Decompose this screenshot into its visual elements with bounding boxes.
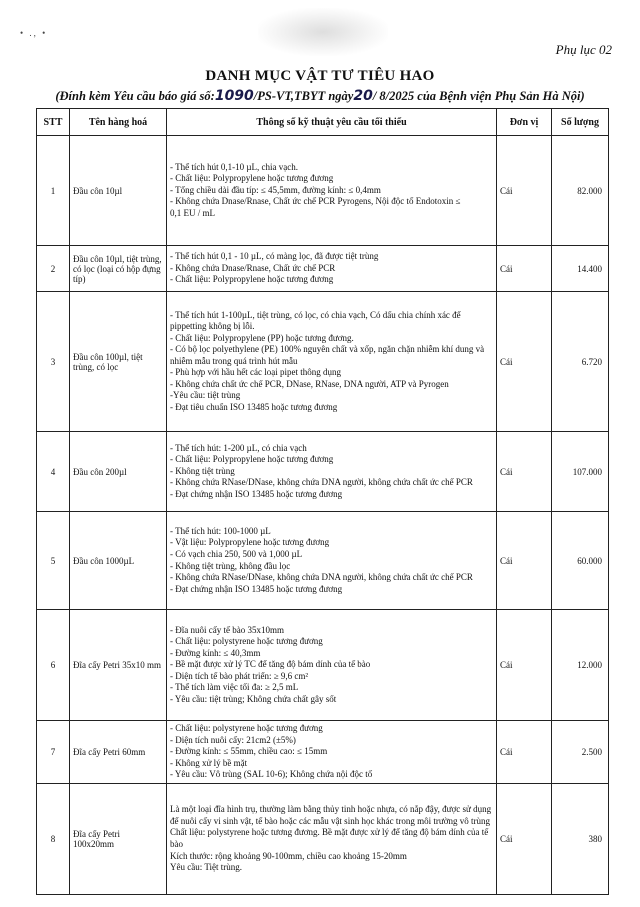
cell-name: Đầu côn 10µl, tiệt trùng, có lọc (loại có hộp đựng típ) [70, 246, 167, 292]
spec-line: - Đường kính: ≤ 40,3mm [170, 647, 261, 658]
spec-line: - Không chứa RNase/DNase, không chứa DNA người, không chứa chất ức chế PCR [170, 572, 473, 583]
cell-qty: 14.400 [552, 246, 609, 292]
table-row [37, 136, 609, 246]
spec-line: - Vật liệu: Polypropylene hoặc tương đương [170, 537, 330, 548]
spec-line: - Có bộ lọc polyethylene (PE) 100% nguyên chất và xốp, ngăn chặn nhiễm khí dung và nhiễm mẫu trong quá trình hút mẫu [170, 344, 485, 366]
spec-line: - Đạt chứng nhận ISO 13485 hoặc tương đương [170, 488, 343, 499]
cell-spec [167, 721, 497, 784]
spec-line: - Chất liệu: polystyrene hoặc tương đương [170, 636, 323, 647]
document-title: DANH MỤC VẬT TƯ TIÊU HAO [205, 68, 435, 84]
cell-qty: 107.000 [552, 432, 609, 512]
table-row [37, 512, 609, 610]
cell-unit: Cái [497, 246, 552, 292]
cell-stt: 2 [37, 246, 70, 292]
spec-line: - Phù hợp với hầu hết các loại pipet thông dụng [170, 367, 341, 378]
spec-line: Yêu cầu: Tiệt trùng. [170, 862, 242, 873]
spec-line: - Chất liệu: Polypropylene hoặc tương đương [170, 173, 334, 184]
spec-line: - Đường kính: ≤ 55mm, chiều cao: ≤ 15mm [170, 746, 328, 757]
cell-spec [167, 432, 497, 512]
spec-line: - Thể tích hút 1-100µL, tiệt trùng, có lọc, có chia vạch, Có dấu chia chính xác để pippetting không bị lỗi. [170, 309, 461, 332]
cell-unit: Cái [497, 432, 552, 512]
cell-name: Đầu côn 100µl, tiệt trùng, có lọc [70, 292, 167, 432]
cell-spec [167, 784, 497, 895]
table-body [37, 136, 609, 895]
header-qty: Số lượng [552, 109, 609, 136]
table-row [37, 721, 609, 784]
handwritten-doc-number: 1090 [214, 88, 254, 104]
spec-line: - Không chứa Dnase/Rnase, Chất ức chế PCR Pyrogens, Nội độc tố Endotoxin ≤ [170, 196, 461, 207]
cell-stt: 1 [37, 136, 70, 246]
cell-unit: Cái [497, 512, 552, 610]
cell-stt: 6 [37, 610, 70, 721]
spec-line: - Thể tích làm việc tối đa: ≥ 2,5 mL [170, 682, 299, 693]
table-row [37, 432, 609, 512]
cell-spec [167, 136, 497, 246]
spec-line: - Chất liệu: Polypropylene hoặc tương đương [170, 274, 334, 285]
cell-qty: 60.000 [552, 512, 609, 610]
cell-stt: 5 [37, 512, 70, 610]
spec-line: - Không chứa Dnase/Rnase, Chất ức chế PCR [170, 262, 336, 273]
cell-stt: 4 [37, 432, 70, 512]
cell-qty: 6.720 [552, 292, 609, 432]
cell-spec [167, 292, 497, 432]
spec-line: - Đạt tiêu chuẩn ISO 13485 hoặc tương đương [170, 401, 338, 412]
cell-qty: 2.500 [552, 721, 609, 784]
spec-line: - Đĩa nuôi cấy tế bào 35x10mm [170, 624, 284, 635]
spec-line: - Diện tích nuôi cấy: 21cm2 (±5%) [170, 734, 296, 745]
spec-line: - Diện tích tế bào phát triển: ≥ 9,6 cm² [170, 670, 309, 681]
header-spec: Thông số kỹ thuật yêu cầu tối thiểu [167, 109, 497, 136]
subtitle-prefix: (Đính kèm Yêu cầu báo giá số: [55, 89, 215, 103]
faded-stamp [258, 8, 388, 56]
spec-line: Kích thước: rộng khoảng 90-100mm, chiều cao khoảng 15-20mm [170, 850, 407, 861]
spec-line: -Yêu cầu: tiệt trùng [170, 390, 241, 401]
spec-line: - Thể tích hút 0,1-10 µL, chia vạch. [170, 161, 298, 172]
handwritten-day: 20 [353, 88, 373, 104]
spec-line: Là một loại đĩa hình trụ, thường làm bằng thủy tinh hoặc nhựa, có nắp đậy, được sử dụng để nuôi cấy vi sinh vật, tế bào hoặc các mẫu vật sinh học khác trong môi trường vô trùng [170, 804, 492, 826]
spec-line: - Tổng chiều dài đầu típ: ≤ 45,5mm, đường kính: ≤ 0,4mm [170, 184, 381, 195]
spec-line: - Chất liệu: Polypropylene (PP) hoặc tương đương. [170, 332, 354, 343]
spec-line: - Yêu cầu: tiệt trùng; Không chứa chất gây sốt [170, 693, 337, 704]
header-unit: Đơn vị [497, 109, 552, 136]
cell-qty: 380 [552, 784, 609, 895]
table-row [37, 292, 609, 432]
cell-name: Đĩa cấy Petri 100x20mm [70, 784, 167, 895]
cell-name: Đĩa cấy Petri 35x10 mm [70, 610, 167, 721]
cell-name: Đầu côn 200µl [70, 432, 167, 512]
subtitle-suffix: / 8/2025 của Bệnh viện Phụ Sản Hà Nội) [372, 89, 585, 103]
appendix-label: Phụ lục 02 [555, 42, 612, 57]
table-row [37, 784, 609, 895]
cell-stt: 7 [37, 721, 70, 784]
cell-spec [167, 610, 497, 721]
spec-line: - Thể tích hút: 100-1000 µL [170, 525, 271, 536]
header-stt: STT [37, 109, 70, 136]
cell-qty: 82.000 [552, 136, 609, 246]
spec-line: - Yêu cầu: Vô trùng (SAL 10-6); Không chứa nội độc tố [170, 769, 373, 780]
cell-unit: Cái [497, 292, 552, 432]
spec-line: - Thể tích hút: 1-200 µL, có chia vạch [170, 442, 307, 453]
cell-name: Đầu côn 10µl [70, 136, 167, 246]
cell-spec [167, 246, 497, 292]
spec-line: Chất liệu: polystyrene hoặc tương đương. Bề mặt được xử lý để tăng độ bám dính của tế bào [170, 827, 489, 849]
cell-name: Đĩa cấy Petri 60mm [70, 721, 167, 784]
spec-line: - Không xử lý bề mặt [170, 757, 248, 768]
cell-stt: 3 [37, 292, 70, 432]
corner-marks: • ., • [20, 28, 48, 38]
spec-line: - Có vạch chia 250, 500 và 1,000 µL [170, 548, 303, 559]
spec-line: - Không chứa RNase/DNase, không chứa DNA người, không chứa chất ức chế PCR [170, 477, 473, 488]
cell-name: Đầu côn 1000µL [70, 512, 167, 610]
cell-unit: Cái [497, 136, 552, 246]
table-row [37, 610, 609, 721]
header-name: Tên hàng hoá [70, 109, 167, 136]
spec-line: - Không chứa chất ức chế PCR, DNase, RNase, DNA người, ATP và Pyrogen [170, 378, 449, 389]
spec-line: - Chất liệu: polystyrene hoặc tương đương [170, 723, 323, 734]
cell-spec [167, 512, 497, 610]
cell-stt: 8 [37, 784, 70, 895]
cell-qty: 12.000 [552, 610, 609, 721]
cell-unit: Cái [497, 610, 552, 721]
cell-unit: Cái [497, 721, 552, 784]
subtitle-mid: /PS-VT,TBYT ngày [253, 89, 354, 103]
spec-line: - Không tiệt trùng, không đầu lọc [170, 560, 291, 571]
cell-unit: Cái [497, 784, 552, 895]
table-row [37, 246, 609, 292]
spec-line: - Thể tích hút 0,1 - 10 µL, có màng lọc, đã được tiệt trùng [170, 251, 379, 262]
spec-line: - Chất liệu: Polypropylene hoặc tương đương [170, 454, 334, 465]
supplies-table [36, 108, 609, 895]
spec-line: 0,1 EU / mL [170, 207, 215, 218]
spec-line: - Bề mặt được xử lý TC để tăng độ bám dính của tế bào [170, 659, 371, 670]
spec-line: - Đạt chứng nhận ISO 13485 hoặc tương đương [170, 583, 343, 594]
document-subtitle [0, 88, 640, 104]
table-header-row [37, 109, 609, 136]
spec-line: - Không tiệt trùng [170, 465, 235, 476]
